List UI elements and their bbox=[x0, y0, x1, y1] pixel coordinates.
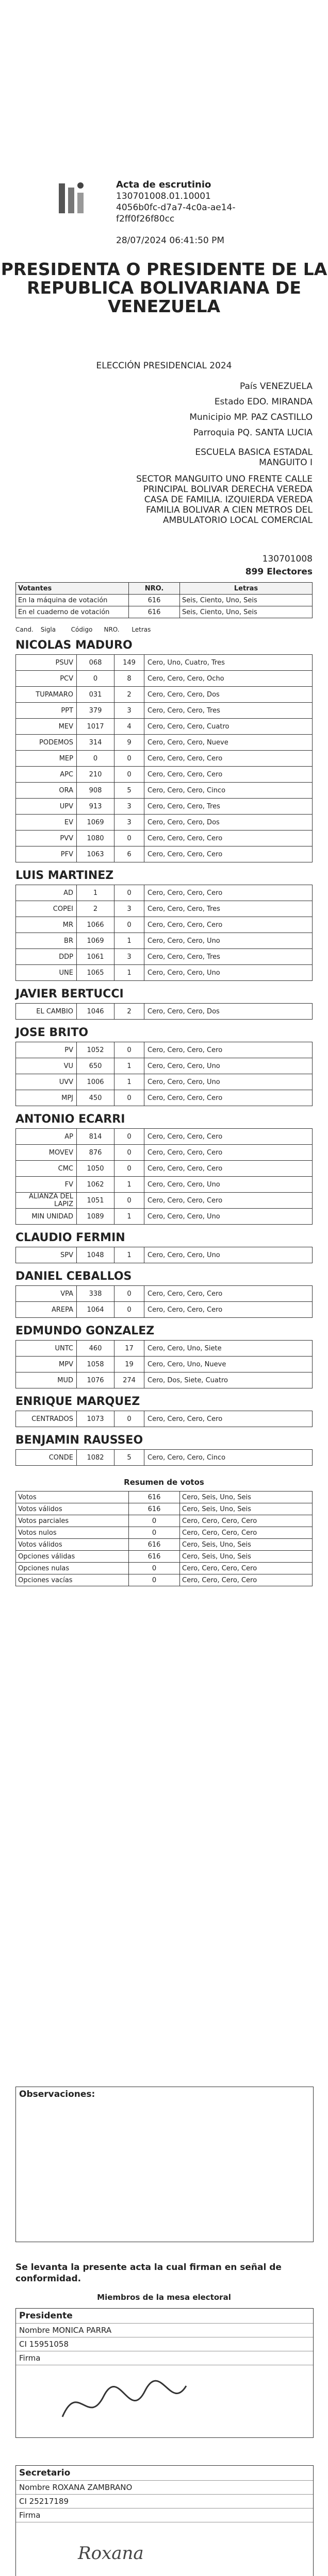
signature-area bbox=[16, 2365, 313, 2437]
candidate-name: DANIEL CEBALLOS bbox=[15, 1270, 132, 1283]
mesa-title: Miembros de la mesa electoral bbox=[97, 2293, 231, 2302]
party-letras: Cero, Dos, Siete, Cuatro bbox=[144, 1372, 313, 1388]
party-row bbox=[16, 831, 313, 846]
resumen-row bbox=[16, 1574, 313, 1586]
party-code: 1017 bbox=[77, 719, 114, 735]
acta-number: 130701008.01.10001 bbox=[116, 191, 211, 201]
votantes-row-label: En el cuaderno de votación bbox=[16, 606, 129, 618]
party-votes: 4 bbox=[114, 719, 144, 735]
resumen-label: Votos nulos bbox=[16, 1527, 129, 1539]
candidate-party-table bbox=[15, 885, 313, 981]
party-votes: 3 bbox=[114, 799, 144, 815]
center-code: 130701008 bbox=[262, 554, 313, 564]
party-letras: Cero, Cero, Cero, Cero bbox=[144, 767, 313, 783]
votantes-row-label: En la máquina de votación bbox=[16, 595, 129, 606]
party-row bbox=[16, 1145, 313, 1161]
party-votes: 1 bbox=[114, 1247, 144, 1263]
resumen-table bbox=[15, 1491, 313, 1586]
party-code: 1050 bbox=[77, 1161, 114, 1177]
party-sigla: ORA bbox=[16, 783, 77, 799]
party-sigla: AREPA bbox=[16, 1302, 77, 1318]
resumen-nro: 0 bbox=[129, 1563, 180, 1574]
resumen-letras: Cero, Cero, Cero, Cero bbox=[180, 1527, 313, 1539]
party-row bbox=[16, 719, 313, 735]
party-code: 338 bbox=[77, 1286, 114, 1302]
party-sigla: BR bbox=[16, 933, 77, 949]
party-code: 460 bbox=[77, 1341, 114, 1357]
votantes-header: Votantes bbox=[16, 583, 129, 595]
party-letras: Cero, Cero, Cero, Cero bbox=[144, 846, 313, 862]
party-letras: Cero, Cero, Cero, Uno bbox=[144, 933, 313, 949]
party-code: 0 bbox=[77, 671, 114, 687]
party-votes: 8 bbox=[114, 671, 144, 687]
party-code: 1082 bbox=[77, 1450, 114, 1466]
party-votes: 0 bbox=[114, 831, 144, 846]
resumen-nro: 0 bbox=[129, 1574, 180, 1586]
party-letras: Cero, Cero, Cero, Cero bbox=[144, 885, 313, 901]
party-letras: Cero, Cero, Cero, Tres bbox=[144, 799, 313, 815]
party-row bbox=[16, 815, 313, 831]
party-sigla: PVV bbox=[16, 831, 77, 846]
party-votes: 1 bbox=[114, 965, 144, 981]
party-row bbox=[16, 917, 313, 933]
party-code: 1 bbox=[77, 885, 114, 901]
party-row bbox=[16, 1074, 313, 1090]
party-sigla: COPEI bbox=[16, 901, 77, 917]
resumen-letras: Cero, Cero, Cero, Cero bbox=[180, 1563, 313, 1574]
party-letras: Cero, Cero, Cero, Cero bbox=[144, 1090, 313, 1106]
resumen-nro: 616 bbox=[129, 1492, 180, 1503]
party-code: 314 bbox=[77, 735, 114, 751]
party-letras: Cero, Cero, Cero, Cero bbox=[144, 1145, 313, 1161]
member-firma: Firma bbox=[16, 2508, 313, 2522]
party-row bbox=[16, 783, 313, 799]
party-code: 1063 bbox=[77, 846, 114, 862]
resumen-row bbox=[16, 1539, 313, 1551]
party-letras: Cero, Cero, Cero, Nueve bbox=[144, 735, 313, 751]
party-sigla: DDP bbox=[16, 949, 77, 965]
party-votes: 0 bbox=[114, 1161, 144, 1177]
party-row bbox=[16, 1372, 313, 1388]
nro-header: NRO. bbox=[129, 583, 180, 595]
party-letras: Cero, Cero, Cero, Cero bbox=[144, 917, 313, 933]
resumen-label: Votos válidos bbox=[16, 1503, 129, 1515]
resumen-label: Votos válidos bbox=[16, 1539, 129, 1551]
party-code: 1065 bbox=[77, 965, 114, 981]
party-code: 913 bbox=[77, 799, 114, 815]
resumen-label: Opciones vacías bbox=[16, 1574, 129, 1586]
resumen-row bbox=[16, 1563, 313, 1574]
party-row bbox=[16, 799, 313, 815]
party-sigla: APC bbox=[16, 767, 77, 783]
party-votes: 3 bbox=[114, 703, 144, 719]
party-votes: 0 bbox=[114, 1302, 144, 1318]
party-row bbox=[16, 1209, 313, 1225]
party-sigla: AP bbox=[16, 1129, 77, 1145]
party-row bbox=[16, 671, 313, 687]
party-sigla: CENTRADOS bbox=[16, 1411, 77, 1427]
party-votes: 1 bbox=[114, 1058, 144, 1074]
member-ci: CI 15951058 bbox=[16, 2337, 313, 2351]
party-sigla: UPV bbox=[16, 799, 77, 815]
party-code: 1058 bbox=[77, 1357, 114, 1372]
party-votes: 0 bbox=[114, 1145, 144, 1161]
party-code: 814 bbox=[77, 1129, 114, 1145]
location-parroquia: Parroquia PQ. SANTA LUCIA bbox=[193, 428, 313, 438]
location-centro: ESCUELA BASICA ESTADAL MANGUITO I bbox=[195, 447, 313, 468]
party-sigla: PFV bbox=[16, 846, 77, 862]
acta-title: Acta de escrutinio bbox=[116, 179, 211, 190]
party-sigla: VU bbox=[16, 1058, 77, 1074]
signature-text: Roxana bbox=[78, 2543, 144, 2564]
col-letras: Letras bbox=[132, 626, 151, 633]
party-code: 1076 bbox=[77, 1372, 114, 1388]
party-sigla: UVV bbox=[16, 1074, 77, 1090]
observaciones-box bbox=[15, 2087, 314, 2242]
party-votes: 1 bbox=[114, 1074, 144, 1090]
party-code: 379 bbox=[77, 703, 114, 719]
party-letras: Cero, Cero, Cero, Tres bbox=[144, 703, 313, 719]
resumen-letras: Cero, Seis, Uno, Seis bbox=[180, 1551, 313, 1563]
candidate-name: JOSE BRITO bbox=[15, 1026, 89, 1039]
party-votes: 2 bbox=[114, 687, 144, 703]
party-row bbox=[16, 1004, 313, 1020]
party-code: 1046 bbox=[77, 1004, 114, 1020]
member-nombre: Nombre MONICA PARRA bbox=[16, 2323, 313, 2337]
party-letras: Cero, Cero, Cero, Dos bbox=[144, 815, 313, 831]
party-row bbox=[16, 687, 313, 703]
member-box bbox=[15, 2465, 314, 2576]
party-code: 1073 bbox=[77, 1411, 114, 1427]
election-name: ELECCIÓN PRESIDENCIAL 2024 bbox=[96, 361, 232, 371]
location-pais: País VENEZUELA bbox=[239, 381, 313, 392]
candidate-name: ANTONIO ECARRI bbox=[15, 1113, 125, 1126]
party-letras: Cero, Cero, Uno, Siete bbox=[144, 1341, 313, 1357]
party-votes: 0 bbox=[114, 917, 144, 933]
candidate-name: NICOLAS MADURO bbox=[15, 639, 133, 652]
party-row bbox=[16, 735, 313, 751]
location-estado: Estado EDO. MIRANDA bbox=[214, 397, 313, 407]
party-code: 650 bbox=[77, 1058, 114, 1074]
party-votes: 0 bbox=[114, 1193, 144, 1209]
candidate-party-table bbox=[15, 1042, 313, 1106]
party-row bbox=[16, 1341, 313, 1357]
party-sigla: UNE bbox=[16, 965, 77, 981]
resumen-title: Resumen de votos bbox=[124, 1478, 204, 1487]
party-letras: Cero, Cero, Cero, Dos bbox=[144, 1004, 313, 1020]
party-row bbox=[16, 965, 313, 981]
party-row bbox=[16, 885, 313, 901]
party-row bbox=[16, 1129, 313, 1145]
candidate-party-table bbox=[15, 1449, 313, 1466]
candidate-name: JAVIER BERTUCCI bbox=[15, 988, 124, 1001]
resumen-row bbox=[16, 1551, 313, 1563]
party-votes: 0 bbox=[114, 1286, 144, 1302]
party-sigla: MPJ bbox=[16, 1090, 77, 1106]
party-row bbox=[16, 1357, 313, 1372]
votantes-table bbox=[15, 582, 313, 618]
resumen-nro: 616 bbox=[129, 1539, 180, 1551]
party-sigla: ALIANZA DEL LAPIZ bbox=[16, 1193, 77, 1209]
party-code: 1051 bbox=[77, 1193, 114, 1209]
resumen-nro: 616 bbox=[129, 1551, 180, 1563]
candidate-party-table bbox=[15, 1247, 313, 1263]
party-sigla: SPV bbox=[16, 1247, 77, 1263]
party-code: 0 bbox=[77, 751, 114, 767]
party-votes: 5 bbox=[114, 1450, 144, 1466]
letras-header: Letras bbox=[180, 583, 313, 595]
party-row bbox=[16, 949, 313, 965]
resumen-label: Opciones nulas bbox=[16, 1563, 129, 1574]
party-letras: Cero, Cero, Cero, Uno bbox=[144, 1247, 313, 1263]
party-letras: Cero, Cero, Cero, Cero bbox=[144, 751, 313, 767]
party-votes: 0 bbox=[114, 885, 144, 901]
party-row bbox=[16, 1302, 313, 1318]
party-row bbox=[16, 1411, 313, 1427]
candidate-name: BENJAMIN RAUSSEO bbox=[15, 1434, 143, 1447]
party-letras: Cero, Cero, Cero, Cinco bbox=[144, 1450, 313, 1466]
party-row bbox=[16, 846, 313, 862]
party-votes: 3 bbox=[114, 815, 144, 831]
acta-code: 4056b0fc-d7a7-4c0a-ae14-f2ff0f26f80cc bbox=[116, 202, 236, 224]
party-votes: 6 bbox=[114, 846, 144, 862]
party-votes: 1 bbox=[114, 933, 144, 949]
party-votes: 2 bbox=[114, 1004, 144, 1020]
party-votes: 5 bbox=[114, 783, 144, 799]
acta-datetime: 28/07/2024 06:41:50 PM bbox=[116, 235, 225, 246]
party-code: 1089 bbox=[77, 1209, 114, 1225]
party-row bbox=[16, 933, 313, 949]
party-sigla: MEV bbox=[16, 719, 77, 735]
resumen-letras: Cero, Seis, Uno, Seis bbox=[180, 1503, 313, 1515]
party-votes: 19 bbox=[114, 1357, 144, 1372]
party-row bbox=[16, 751, 313, 767]
signature-scribble-icon bbox=[57, 2376, 191, 2432]
party-letras: Cero, Cero, Cero, Uno bbox=[144, 1058, 313, 1074]
candidate-name: ENRIQUE MARQUEZ bbox=[15, 1395, 140, 1408]
election-title: PRESIDENTA O PRESIDENTE DE LA REPUBLICA BOLIVARIANA DE VENEZUELA bbox=[1, 259, 327, 316]
party-row bbox=[16, 1161, 313, 1177]
party-votes: 149 bbox=[114, 655, 144, 671]
party-row bbox=[16, 1058, 313, 1074]
party-votes: 3 bbox=[114, 949, 144, 965]
resumen-letras: Cero, Cero, Cero, Cero bbox=[180, 1515, 313, 1527]
party-letras: Cero, Cero, Cero, Cero bbox=[144, 1302, 313, 1318]
party-code: 1066 bbox=[77, 917, 114, 933]
party-code: 908 bbox=[77, 783, 114, 799]
observaciones-label: Observaciones: bbox=[19, 2089, 95, 2099]
party-sigla: CONDE bbox=[16, 1450, 77, 1466]
location-municipio: Municipio MP. PAZ CASTILLO bbox=[189, 412, 313, 422]
party-votes: 0 bbox=[114, 1042, 144, 1058]
candidate-party-table bbox=[15, 1285, 313, 1318]
resumen-row bbox=[16, 1527, 313, 1539]
candidate-party-table bbox=[15, 1003, 313, 1020]
party-sigla: PODEMOS bbox=[16, 735, 77, 751]
votantes-row-letras: Seis, Ciento, Uno, Seis bbox=[180, 595, 313, 606]
party-code: 1080 bbox=[77, 831, 114, 846]
party-code: 1069 bbox=[77, 933, 114, 949]
party-votes: 0 bbox=[114, 767, 144, 783]
party-letras: Cero, Cero, Cero, Cero bbox=[144, 1193, 313, 1209]
party-code: 1006 bbox=[77, 1074, 114, 1090]
party-votes: 0 bbox=[114, 751, 144, 767]
party-row bbox=[16, 1042, 313, 1058]
party-letras: Cero, Uno, Cuatro, Tres bbox=[144, 655, 313, 671]
party-letras: Cero, Cero, Cero, Cero bbox=[144, 831, 313, 846]
party-letras: Cero, Cero, Cero, Cero bbox=[144, 1411, 313, 1427]
resumen-nro: 0 bbox=[129, 1527, 180, 1539]
party-code: 1064 bbox=[77, 1302, 114, 1318]
party-code: 876 bbox=[77, 1145, 114, 1161]
col-codigo: Código bbox=[71, 626, 93, 633]
candidate-name: LUIS MARTINEZ bbox=[15, 869, 114, 882]
resumen-row bbox=[16, 1515, 313, 1527]
party-letras: Cero, Cero, Cero, Cinco bbox=[144, 783, 313, 799]
acta-header bbox=[0, 170, 328, 246]
candidate-party-table bbox=[15, 1340, 313, 1388]
party-sigla: CMC bbox=[16, 1161, 77, 1177]
party-row bbox=[16, 1286, 313, 1302]
party-code: 1052 bbox=[77, 1042, 114, 1058]
party-sigla: MIN UNIDAD bbox=[16, 1209, 77, 1225]
party-row bbox=[16, 655, 313, 671]
resumen-label: Votos parciales bbox=[16, 1515, 129, 1527]
party-code: 2 bbox=[77, 901, 114, 917]
candidate-name: CLAUDIO FERMIN bbox=[15, 1231, 125, 1244]
party-letras: Cero, Cero, Cero, Ocho bbox=[144, 671, 313, 687]
candidate-col-header bbox=[15, 626, 313, 635]
party-letras: Cero, Cero, Cero, Cuatro bbox=[144, 719, 313, 735]
party-votes: 3 bbox=[114, 901, 144, 917]
party-sigla: MEP bbox=[16, 751, 77, 767]
party-letras: Cero, Cero, Cero, Uno bbox=[144, 1177, 313, 1193]
location-address: SECTOR MANGUITO UNO FRENTE CALLE PRINCIPAL BOLIVAR DERECHA VEREDA CASA DE FAMILIA. IZQUIERDA VEREDA FAMILIA BOLIVAR A CIEN METROS DEL AMBULATORIO LOCAL COMERCIAL bbox=[136, 474, 313, 526]
candidate-party-table bbox=[15, 1128, 313, 1225]
party-letras: Cero, Cero, Uno, Nueve bbox=[144, 1357, 313, 1372]
resumen-letras: Cero, Seis, Uno, Seis bbox=[180, 1492, 313, 1503]
party-row bbox=[16, 1193, 313, 1209]
party-votes: 1 bbox=[114, 1177, 144, 1193]
party-code: 210 bbox=[77, 767, 114, 783]
party-sigla: AD bbox=[16, 885, 77, 901]
party-sigla: UNTC bbox=[16, 1341, 77, 1357]
party-code: 450 bbox=[77, 1090, 114, 1106]
member-role: Secretario bbox=[19, 2468, 71, 2478]
closing-text: Se levanta la presente acta la cual firman en señal de conformidad. bbox=[15, 2262, 282, 2284]
party-sigla: MUD bbox=[16, 1372, 77, 1388]
party-sigla: EL CAMBIO bbox=[16, 1004, 77, 1020]
signature-area bbox=[16, 2522, 313, 2576]
party-row bbox=[16, 1450, 313, 1466]
col-nro: NRO. bbox=[104, 626, 120, 633]
party-row bbox=[16, 703, 313, 719]
votantes-row-nro: 616 bbox=[129, 606, 180, 618]
col-sigla: Sigla bbox=[40, 626, 56, 633]
party-sigla: PCV bbox=[16, 671, 77, 687]
member-box bbox=[15, 2308, 314, 2438]
party-votes: 0 bbox=[114, 1090, 144, 1106]
party-sigla: PPT bbox=[16, 703, 77, 719]
resumen-letras: Cero, Cero, Cero, Cero bbox=[180, 1574, 313, 1586]
party-row bbox=[16, 1177, 313, 1193]
party-votes: 1 bbox=[114, 1209, 144, 1225]
party-votes: 0 bbox=[114, 1129, 144, 1145]
candidate-party-table bbox=[15, 1411, 313, 1427]
party-sigla: EV bbox=[16, 815, 77, 831]
party-row bbox=[16, 767, 313, 783]
party-code: 1048 bbox=[77, 1247, 114, 1263]
member-firma: Firma bbox=[16, 2351, 313, 2365]
party-letras: Cero, Cero, Cero, Cero bbox=[144, 1129, 313, 1145]
party-votes: 9 bbox=[114, 735, 144, 751]
member-nombre: Nombre ROXANA ZAMBRANO bbox=[16, 2480, 313, 2494]
party-code: 1069 bbox=[77, 815, 114, 831]
party-letras: Cero, Cero, Cero, Tres bbox=[144, 901, 313, 917]
resumen-nro: 0 bbox=[129, 1515, 180, 1527]
party-sigla: MR bbox=[16, 917, 77, 933]
party-code: 1062 bbox=[77, 1177, 114, 1193]
candidate-name: EDMUNDO GONZALEZ bbox=[15, 1325, 155, 1337]
resumen-nro: 616 bbox=[129, 1503, 180, 1515]
resumen-row bbox=[16, 1492, 313, 1503]
party-row bbox=[16, 1090, 313, 1106]
party-sigla: VPA bbox=[16, 1286, 77, 1302]
party-letras: Cero, Cero, Cero, Uno bbox=[144, 1074, 313, 1090]
party-sigla: FV bbox=[16, 1177, 77, 1193]
resumen-label: Votos bbox=[16, 1492, 129, 1503]
party-sigla: MPV bbox=[16, 1357, 77, 1372]
party-votes: 17 bbox=[114, 1341, 144, 1357]
party-sigla: PV bbox=[16, 1042, 77, 1058]
party-code: 068 bbox=[77, 655, 114, 671]
resumen-letras: Cero, Seis, Uno, Seis bbox=[180, 1539, 313, 1551]
candidate-party-table bbox=[15, 654, 313, 862]
electores-count: 899 Electores bbox=[245, 567, 313, 577]
party-sigla: MOVEV bbox=[16, 1145, 77, 1161]
party-letras: Cero, Cero, Cero, Uno bbox=[144, 1209, 313, 1225]
party-letras: Cero, Cero, Cero, Dos bbox=[144, 687, 313, 703]
col-cand: Cand. bbox=[15, 626, 34, 633]
member-role: Presidente bbox=[19, 2311, 73, 2321]
party-letras: Cero, Cero, Cero, Tres bbox=[144, 949, 313, 965]
party-code: 031 bbox=[77, 687, 114, 703]
resumen-label: Opciones válidas bbox=[16, 1551, 129, 1563]
votantes-row-letras: Seis, Ciento, Uno, Seis bbox=[180, 606, 313, 618]
party-letras: Cero, Cero, Cero, Cero bbox=[144, 1286, 313, 1302]
party-votes: 0 bbox=[114, 1411, 144, 1427]
party-sigla: PSUV bbox=[16, 655, 77, 671]
member-ci: CI 25217189 bbox=[16, 2494, 313, 2508]
party-code: 1061 bbox=[77, 949, 114, 965]
party-row bbox=[16, 1247, 313, 1263]
votantes-row-nro: 616 bbox=[129, 595, 180, 606]
cne-logo-icon bbox=[57, 180, 88, 216]
party-sigla: TUPAMARO bbox=[16, 687, 77, 703]
party-letras: Cero, Cero, Cero, Cero bbox=[144, 1042, 313, 1058]
party-row bbox=[16, 901, 313, 917]
resumen-row bbox=[16, 1503, 313, 1515]
party-letras: Cero, Cero, Cero, Cero bbox=[144, 1161, 313, 1177]
party-votes: 274 bbox=[114, 1372, 144, 1388]
party-letras: Cero, Cero, Cero, Uno bbox=[144, 965, 313, 981]
